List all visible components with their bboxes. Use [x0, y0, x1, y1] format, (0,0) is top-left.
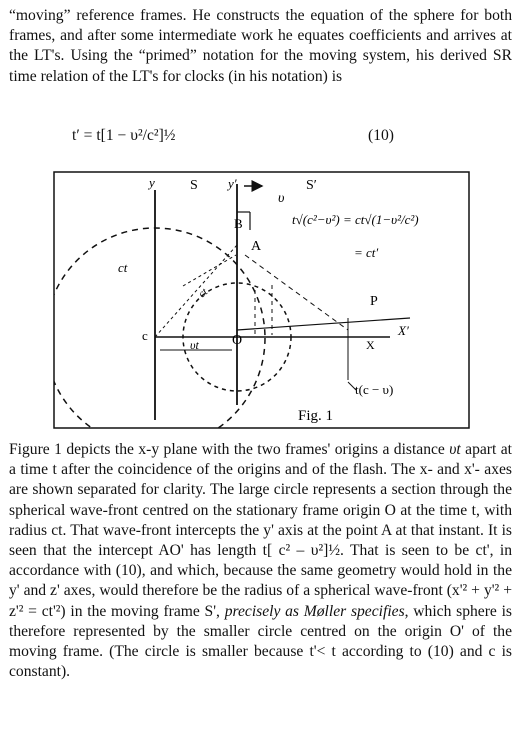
label-v: υ: [278, 191, 285, 206]
label-B: B: [234, 216, 243, 231]
bottom-paragraph-part-5: , which sphere is therefore represented by the smaller circle centred on the origin O' of the moving frame. (The circle is smaller because t'< t according to (10) and c is constant).: [9, 602, 512, 681]
label-y-prime: y′: [228, 176, 237, 191]
label-t-c-minus-v: t(c − υ): [355, 382, 394, 397]
figure-frame: [54, 172, 469, 428]
label-eq-rhs: = ct′: [354, 245, 379, 260]
figure-caption: Fig. 1: [298, 408, 334, 424]
label-A: A: [251, 239, 262, 254]
label-vt: υt: [190, 338, 199, 352]
a-to-p-ray: [245, 255, 348, 330]
label-eq-lhs: t√(c²−υ²) = ct√(1−υ²/c²): [292, 212, 419, 227]
label-S: S: [190, 178, 198, 193]
label-S-prime: S′: [306, 178, 317, 193]
label-P: P: [370, 294, 378, 309]
label-X: X: [366, 338, 375, 352]
label-ct: ct: [118, 260, 128, 275]
label-y: y: [149, 175, 155, 190]
bottom-paragraph-emphasis: precisely as Møller specifies: [224, 602, 405, 620]
label-C: c: [142, 328, 148, 343]
equation-number: (10): [368, 127, 394, 144]
bottom-paragraph: [9, 440, 512, 682]
label-O: O: [232, 333, 243, 348]
label-X-prime: X′: [398, 323, 409, 338]
bottom-paragraph-part-1: Figure 1 depicts the x-y plane with the two frames' origins a distance: [9, 441, 450, 458]
equation: t′ = t[1 − υ²/c²]½: [72, 127, 176, 144]
figure-1: [0, 150, 522, 440]
bottom-paragraph-vt: υt: [449, 441, 461, 458]
top-paragraph: “moving” reference frames. He constructs the equation of the sphere for both frames, and after some intermediate work he equates coefficients and arrives at the LT's. Using the “primed” notation for the moving system, his derived SR time relation of the LT's for clocks (in his notation) is: [9, 7, 512, 85]
bottom-paragraph-part-3: apart at a time t after the coincidence of the origins and of the flash. The x- and x'- axes are shown separated for clarity. The large circle represents a section through the spherical wave-front centred on the stationary frame origin O at the time t, with radius ct. That wave-front intercepts the y' axis at the point A at that instant. It is seen that the intercept AO' has length t[ c² – υ²]½. That is seen to be ct', in accordance with (10), and which, because the same geometry would hold in the y' and z' axes, would therefore be the radius of a spherical wave-front (x'² + y'² + z'² = ct'²) in the moving frame S',: [9, 441, 512, 620]
label-ct-diag: ct: [196, 285, 211, 301]
